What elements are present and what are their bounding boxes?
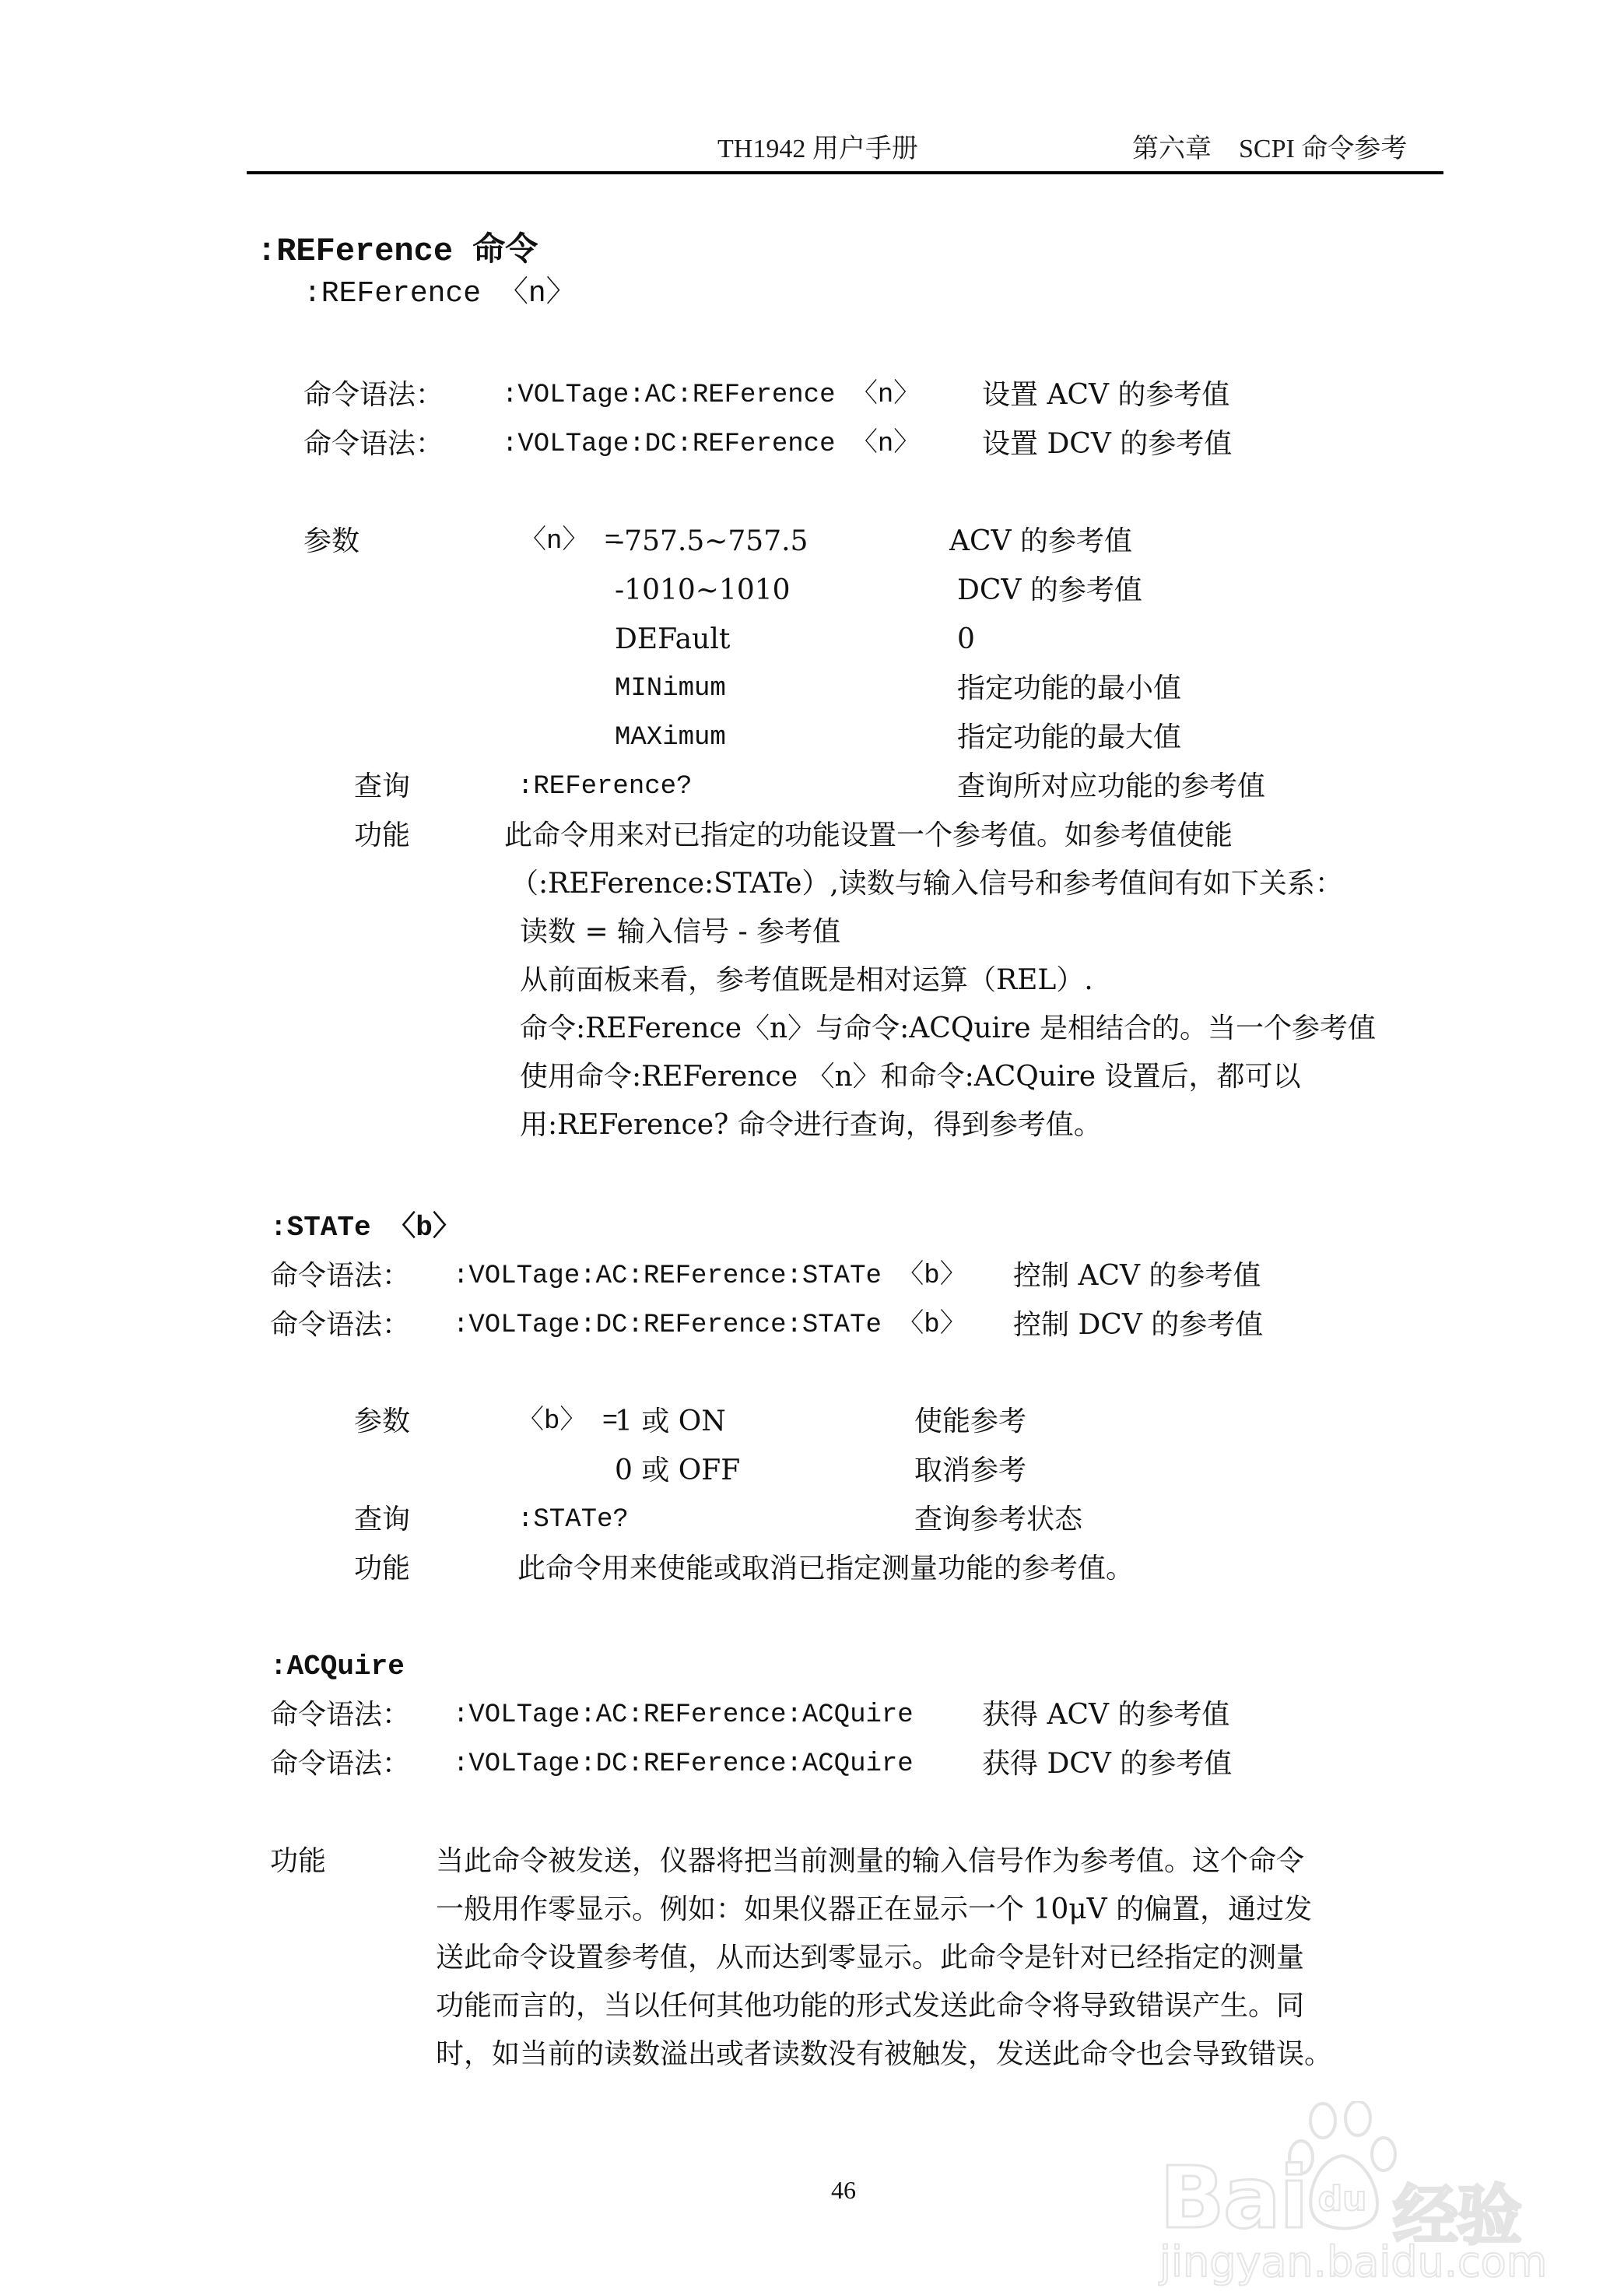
function-line: 此命令用来对已指定的功能设置一个参考值。如参考值使能: [504, 819, 1233, 851]
param-value: MINimum: [615, 674, 726, 704]
param-desc: DCV 的参考值: [957, 574, 1142, 606]
section-heading-state: :STATe 〈b〉: [270, 1212, 461, 1244]
params-prefix: 〈b〉 =: [517, 1407, 619, 1437]
syntax-label: 命令语法：: [270, 1748, 411, 1780]
syntax-command: :VOLTage:AC:REFerence:ACQuire: [453, 1700, 914, 1730]
syntax-command: :VOLTage:DC:REFerence:STATe 〈b〉: [453, 1311, 966, 1340]
watermark-url: jingyan.baidu.com: [1159, 2237, 1548, 2286]
param-value: MAXimum: [615, 723, 726, 753]
syntax-desc: 设置 DCV 的参考值: [982, 428, 1233, 460]
heading-suffix: 命令: [472, 230, 538, 268]
function-line: （:REFerence:STATe）,读数与输入信号和参考值间有如下关系：: [510, 868, 1343, 900]
subheading-reference-n: :REFerence 〈n〉: [303, 277, 576, 311]
function-line: 使用命令:REFerence 〈n〉和命令:ACQuire 设置后，都可以: [520, 1061, 1301, 1093]
param-value: -1010~1010: [615, 574, 791, 606]
function-line: 用:REFerence? 命令进行查询，得到参考值。: [520, 1109, 1102, 1141]
function-label: 功能: [354, 1553, 411, 1584]
function-description: 此命令用来使能或取消已指定测量功能的参考值。: [517, 1553, 1135, 1584]
running-header-chapter: 第六章: [1132, 135, 1212, 163]
function-line: 时，如当前的读数溢出或者读数没有被触发，发送此命令也会导致错误。: [436, 2038, 1333, 2070]
function-line: 从前面板来看，参考值既是相对运算（REL）.: [520, 964, 1093, 996]
param-value: DEFault: [615, 623, 731, 655]
query-label: 查询: [354, 770, 411, 802]
function-description: [504, 812, 1376, 1149]
param-desc: ACV 的参考值: [949, 525, 1132, 557]
function-description: [436, 1837, 1332, 2079]
syntax-desc: 获得 DCV 的参考值: [982, 1748, 1233, 1780]
params-label: 参数: [354, 1405, 411, 1437]
page-number: 46: [831, 2176, 856, 2204]
syntax-label: 命令语法：: [303, 428, 444, 460]
syntax-command: :VOLTage:DC:REFerence 〈n〉: [502, 430, 921, 459]
query-command: :STATe?: [517, 1505, 629, 1535]
function-line: 当此命令被发送，仪器将把当前测量的输入信号作为参考值。这个命令: [436, 1845, 1305, 1877]
function-line: 送此命令设置参考值，从而达到零显示。此命令是针对已经指定的测量: [436, 1942, 1305, 1974]
syntax-desc: 获得 ACV 的参考值: [982, 1699, 1230, 1731]
query-label: 查询: [354, 1504, 411, 1535]
syntax-desc: 控制 DCV 的参考值: [1013, 1309, 1264, 1341]
watermark-brand-left: Bai: [1159, 2148, 1307, 2248]
function-line: 功能而言的，当以任何其他功能的形式发送此命令将导致错误产生。同: [436, 1990, 1305, 2022]
param-value: 1 或 ON: [615, 1405, 726, 1437]
baidu-jingyan-watermark: [1159, 2101, 1548, 2288]
params-label: 参数: [303, 525, 360, 557]
param-desc: 取消参考: [914, 1455, 1027, 1486]
header-rule: [247, 171, 1443, 174]
param-value: -757.5~757.5: [615, 525, 808, 557]
syntax-label: 命令语法：: [270, 1699, 411, 1731]
query-desc: 查询参考状态: [914, 1504, 1083, 1535]
heading-command: :REFerence: [257, 233, 454, 270]
running-header-chapter-title: SCPI 命令参考: [1239, 135, 1408, 163]
query-command: :REFerence?: [517, 772, 693, 802]
syntax-label: 命令语法：: [303, 379, 444, 411]
syntax-command: :VOLTage:AC:REFerence 〈n〉: [502, 381, 921, 410]
syntax-label: 命令语法：: [270, 1309, 411, 1341]
function-label: 功能: [270, 1845, 327, 1877]
query-desc: 查询所对应功能的参考值: [957, 770, 1266, 802]
syntax-desc: 设置 ACV 的参考值: [982, 379, 1230, 411]
svg-text:du: du: [1317, 2179, 1367, 2219]
watermark-brand-right: 经验: [1393, 2177, 1521, 2254]
syntax-label: 命令语法：: [270, 1260, 411, 1292]
syntax-command: :VOLTage:AC:REFerence:STATe 〈b〉: [453, 1262, 966, 1291]
section-heading-reference: [257, 230, 538, 270]
function-line: 读数 = 输入信号 - 参考值: [520, 916, 841, 948]
function-line: 命令:REFerence〈n〉与命令:ACQuire 是相结合的。当一个参考值: [520, 1012, 1377, 1044]
param-desc: 指定功能的最小值: [957, 672, 1182, 704]
param-desc: 0: [957, 623, 975, 655]
param-desc: 使能参考: [914, 1405, 1027, 1437]
syntax-desc: 控制 ACV 的参考值: [1013, 1260, 1261, 1292]
function-line: 一般用作零显示。例如：如果仪器正在显示一个 10μV 的偏置，通过发: [436, 1893, 1313, 1925]
syntax-command: :VOLTage:DC:REFerence:ACQuire: [453, 1749, 914, 1779]
running-header-manual-title: TH1942 用户手册: [717, 135, 918, 163]
param-desc: 指定功能的最大值: [957, 721, 1182, 753]
section-heading-acquire: :ACQuire: [270, 1651, 405, 1683]
param-value: 0 或 OFF: [615, 1455, 741, 1486]
params-prefix: 〈n〉 =: [520, 527, 621, 556]
function-label: 功能: [354, 819, 411, 851]
